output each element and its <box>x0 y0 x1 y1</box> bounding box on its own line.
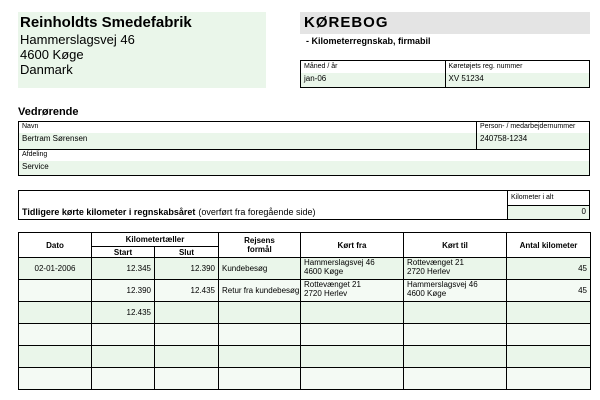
company-city[interactable]: 4600 Køge <box>20 47 84 62</box>
date-cell[interactable] <box>19 280 92 302</box>
name-label: Navn <box>19 122 476 133</box>
previous-km-label-note: (overført fra foregående side) <box>198 207 316 217</box>
col-end-header: Slut <box>155 247 219 258</box>
km-cell[interactable] <box>507 346 591 368</box>
reg-number-field[interactable]: XV 51234 <box>446 73 590 87</box>
table-row <box>19 324 591 346</box>
start-cell[interactable] <box>92 368 155 390</box>
company-name[interactable]: Reinholdts Smedefabrik <box>20 14 192 31</box>
from-cell[interactable] <box>301 346 404 368</box>
from-cell[interactable] <box>301 324 404 346</box>
company-address[interactable]: Hammerslagsvej 46 <box>20 32 135 47</box>
from-cell[interactable] <box>301 302 404 324</box>
purpose-cell[interactable]: Retur fra kundebesøg <box>219 280 301 302</box>
table-row <box>19 302 591 324</box>
start-cell[interactable]: 12.435 <box>92 302 155 324</box>
table-row <box>19 280 591 302</box>
department-label: Afdeling <box>19 150 589 161</box>
person-number-field[interactable]: 240758-1234 <box>477 133 589 149</box>
purpose-cell[interactable] <box>219 368 301 390</box>
col-date-header: Dato <box>19 233 92 258</box>
col-km-header: Antal kilometer <box>507 233 591 258</box>
col-to-header: Kørt til <box>404 233 507 258</box>
from-cell[interactable] <box>301 368 404 390</box>
col-odometer-header: Kilometertæller <box>92 233 219 247</box>
end-cell[interactable] <box>155 324 219 346</box>
col-start-header: Start <box>92 247 155 258</box>
to-cell[interactable] <box>404 368 507 390</box>
reg-number-label: Køretøjets reg. nummer <box>446 61 590 73</box>
start-cell[interactable] <box>92 346 155 368</box>
month-year-field[interactable]: jan-06 <box>301 73 445 87</box>
form-title: KØREBOG <box>304 14 389 31</box>
date-cell[interactable] <box>19 324 92 346</box>
to-cell[interactable] <box>404 346 507 368</box>
to-cell[interactable]: Hammerslagsvej 46 4600 Køge <box>404 280 507 302</box>
to-cell[interactable]: Rottevænget 21 2720 Herlev <box>404 258 507 280</box>
end-cell[interactable]: 12.390 <box>155 258 219 280</box>
km-cell[interactable] <box>507 324 591 346</box>
table-row <box>19 258 591 280</box>
col-from-header: Kørt fra <box>301 233 404 258</box>
table-row <box>19 368 591 390</box>
regarding-box <box>18 121 590 176</box>
to-cell[interactable] <box>404 302 507 324</box>
to-cell[interactable] <box>404 324 507 346</box>
from-cell[interactable]: Hammerslagsvej 46 4600 Køge <box>301 258 404 280</box>
start-cell[interactable]: 12.390 <box>92 280 155 302</box>
km-cell[interactable] <box>507 302 591 324</box>
vehicle-info-box <box>300 60 590 88</box>
department-field[interactable]: Service <box>19 161 589 175</box>
col-purpose-header: Rejsens formål <box>219 233 301 258</box>
month-year-label: Måned / år <box>301 61 445 73</box>
date-cell[interactable] <box>19 368 92 390</box>
total-km-label: Kilometer i alt <box>508 191 589 205</box>
total-km-field[interactable]: 0 <box>508 205 589 219</box>
date-cell[interactable] <box>19 346 92 368</box>
km-cell[interactable]: 45 <box>507 280 591 302</box>
company-block <box>18 12 266 88</box>
km-cell[interactable]: 45 <box>507 258 591 280</box>
form-title-box <box>300 12 590 34</box>
km-cell[interactable] <box>507 368 591 390</box>
end-cell[interactable]: 12.435 <box>155 280 219 302</box>
form-subtitle: - Kilometerregnskab, firmabil <box>306 36 431 46</box>
previous-km-label <box>19 191 507 219</box>
end-cell[interactable] <box>155 368 219 390</box>
end-cell[interactable] <box>155 302 219 324</box>
purpose-cell[interactable] <box>219 302 301 324</box>
purpose-cell[interactable] <box>219 324 301 346</box>
date-cell[interactable] <box>19 302 92 324</box>
start-cell[interactable] <box>92 324 155 346</box>
company-country[interactable]: Danmark <box>20 62 73 77</box>
table-row <box>19 346 591 368</box>
regarding-heading: Vedrørende <box>18 106 79 118</box>
mileage-log-table <box>18 232 591 390</box>
purpose-cell[interactable] <box>219 346 301 368</box>
from-cell[interactable]: Rottevænget 21 2720 Herlev <box>301 280 404 302</box>
person-number-label: Person- / medarbejdernummer <box>477 122 589 133</box>
previous-km-label-bold: Tidligere kørte kilometer i regnskabsåret <box>22 207 196 217</box>
purpose-cell[interactable]: Kundebesøg <box>219 258 301 280</box>
previous-km-box <box>18 190 590 220</box>
start-cell[interactable]: 12.345 <box>92 258 155 280</box>
end-cell[interactable] <box>155 346 219 368</box>
name-field[interactable]: Bertram Sørensen <box>19 133 476 149</box>
date-cell[interactable]: 02-01-2006 <box>19 258 92 280</box>
